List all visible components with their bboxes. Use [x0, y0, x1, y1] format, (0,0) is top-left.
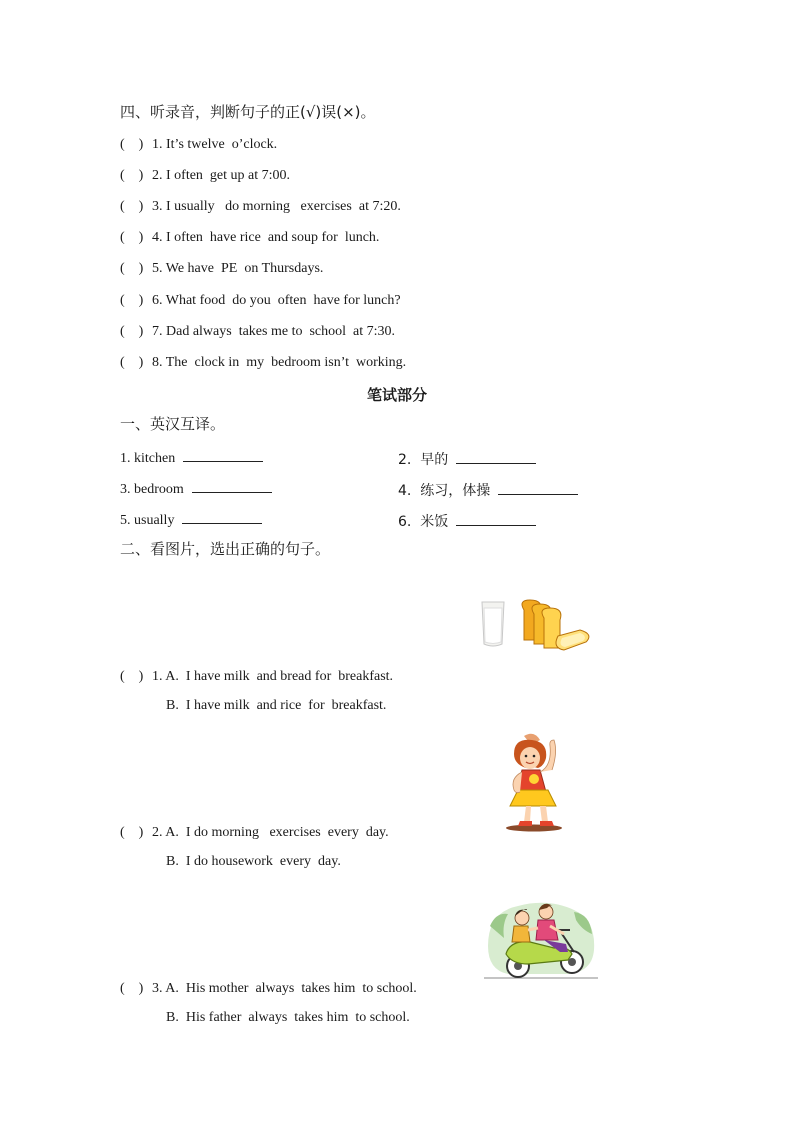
answer-paren[interactable]: ( )	[120, 230, 144, 245]
translate-heading: 一、英汉互译。	[120, 415, 226, 433]
answer-paren[interactable]: ( )	[120, 981, 144, 996]
sentence: 7. Dad always takes me to school at 7:30.	[152, 324, 396, 339]
vocab-item	[398, 511, 536, 531]
sentence: 5. We have PE on Thursdays.	[152, 261, 324, 276]
list-item	[120, 199, 401, 215]
girl-exercising-icon	[500, 732, 566, 832]
list-item	[120, 261, 323, 277]
option-a: 1. A. I have milk and bread for breakfast.	[152, 669, 394, 684]
sentence: 3. I usually do morning exercises at 7:20.	[152, 199, 401, 214]
answer-paren[interactable]: ( )	[120, 355, 144, 370]
sentence: 1. It’s twelve o’clock.	[152, 137, 278, 152]
list-item	[120, 168, 290, 184]
vocab-item	[398, 480, 578, 500]
sentence: 8. The clock in my bedroom isn’t working.	[152, 355, 407, 370]
answer-blank[interactable]	[183, 449, 263, 462]
answer-blank[interactable]	[456, 513, 536, 526]
option-a: 3. A. His mother always takes him to school.	[152, 981, 417, 996]
answer-paren[interactable]: ( )	[120, 293, 144, 308]
option-b: B. I do housework every day.	[166, 854, 341, 869]
pictures-heading: 二、看图片，选出正确的句子。	[120, 540, 331, 558]
scooter-ride-icon	[484, 896, 598, 980]
answer-paren[interactable]: ( )	[120, 669, 144, 684]
answer-paren[interactable]: ( )	[120, 324, 144, 339]
vocab-label: 6. 米饭	[398, 514, 449, 530]
list-item	[120, 324, 395, 340]
list-item	[120, 355, 406, 371]
answer-blank[interactable]	[456, 451, 536, 464]
vocab-label: 3. bedroom	[120, 482, 184, 497]
answer-paren[interactable]: ( )	[120, 825, 144, 840]
sentence: 2. I often get up at 7:00.	[152, 168, 291, 183]
list-item	[120, 137, 277, 153]
list-item	[120, 230, 379, 246]
vocab-item	[120, 480, 272, 498]
option-a: 2. A. I do morning exercises every day.	[152, 825, 389, 840]
answer-paren[interactable]: ( )	[120, 199, 144, 214]
answer-paren[interactable]: ( )	[120, 168, 144, 183]
vocab-item	[120, 511, 262, 529]
sentence: 4. I often have rice and soup for lunch.	[152, 230, 380, 245]
listening-heading: 四、听录音，判断句子的正(√)误(×)。	[120, 103, 376, 121]
vocab-item	[398, 449, 536, 469]
vocab-item	[120, 449, 263, 467]
milk-bread-icon	[476, 596, 598, 660]
vocab-label: 5. usually	[120, 513, 175, 528]
answer-paren[interactable]: ( )	[120, 261, 144, 276]
answer-blank[interactable]	[498, 482, 578, 495]
list-item	[120, 293, 401, 309]
vocab-label: 2. 早的	[398, 452, 449, 468]
sentence: 6. What food do you often have for lunch?	[152, 293, 401, 308]
vocab-label: 1. kitchen	[120, 451, 176, 466]
option-b: B. I have milk and rice for breakfast.	[166, 698, 387, 713]
question-row	[120, 825, 389, 841]
question-row	[120, 981, 417, 997]
vocab-label: 4. 练习，体操	[398, 483, 491, 499]
question-row	[120, 669, 393, 685]
answer-blank[interactable]	[182, 511, 262, 524]
option-b: B. His father always takes him to school.	[166, 1010, 410, 1025]
section-title: 笔试部分	[366, 386, 427, 404]
answer-paren[interactable]: ( )	[120, 137, 144, 152]
answer-blank[interactable]	[192, 480, 272, 493]
